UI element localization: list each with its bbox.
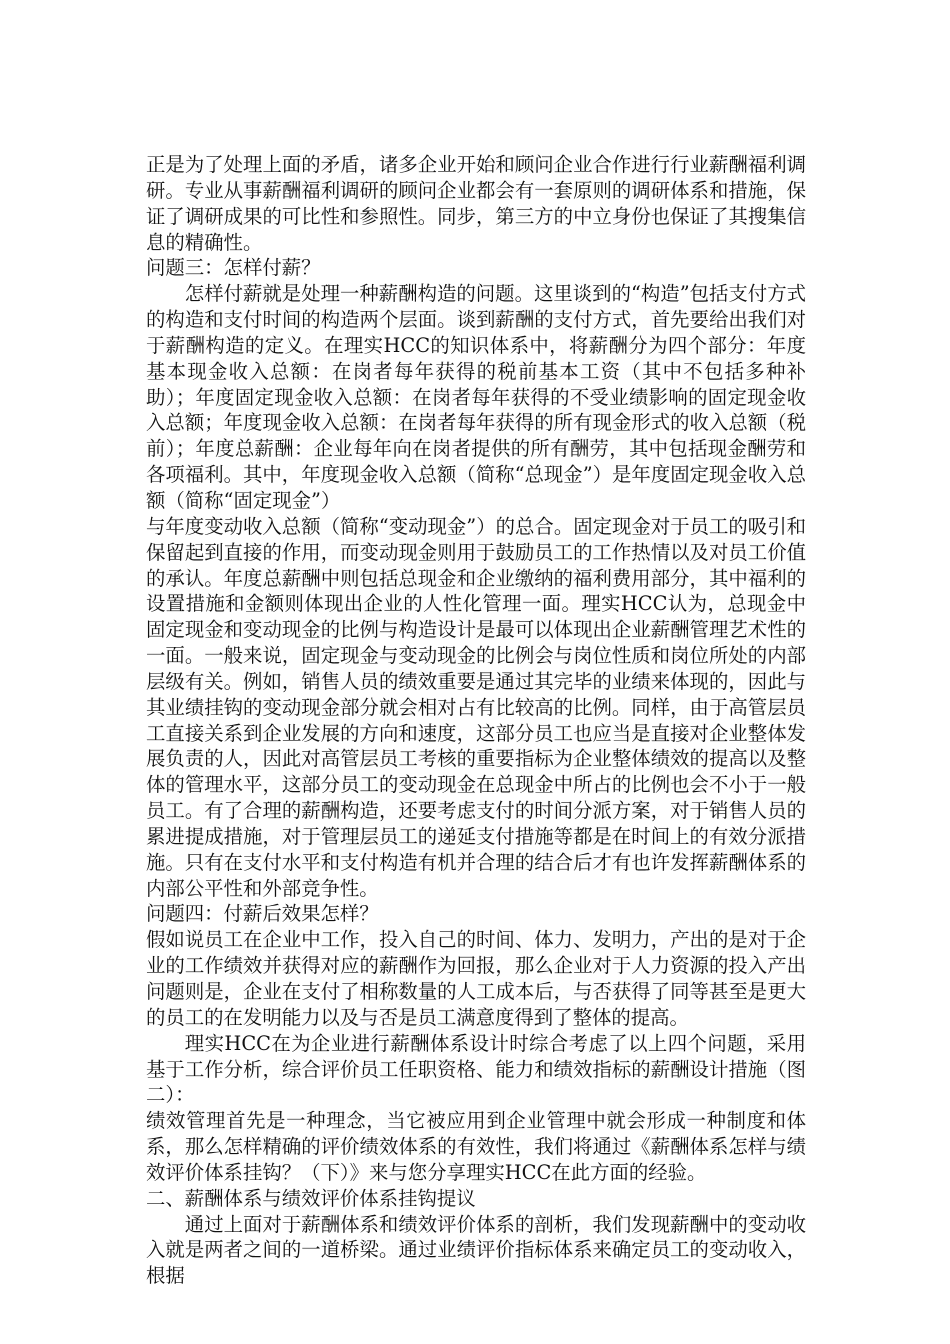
paragraph-pay-effect: 假如说员工在企业中工作，投入自己的时间、体力、发明力，产出的是对于企业的工作绩效并获得对应的薪酬作为回报，那么企业对于人力资源的投入产出问题则是，企业在支付了相称数量的人工成本后，与否获得了同等甚至是更大的员工的在发明能力以及与否是员工满意度得到了整体的提高。 — [146, 928, 806, 1029]
paragraph-survey-intro: 正是为了处理上面的矛盾，诸多企业开始和顾问企业合作进行行业薪酬福利调研。专业从事薪酬福利调研的顾问企业都会有一套原则的调研体系和措施，保证了调研成果的可比性和参照性。同步，第三方的中立身份也保证了其搜集信息的精确性。 — [146, 153, 806, 254]
paragraph-bridge: 通过上面对于薪酬体系和绩效评价体系的剖析，我们发现薪酬中的变动收入就是两者之间的一道桥梁。通过业绩评价指标体系来确定员工的变动收入，根据 — [146, 1212, 806, 1288]
paragraph-performance-management: 绩效管理首先是一种理念，当它被应用到企业管理中就会形成一种制度和体系，那么怎样精确的评价绩效体系的有效性，我们将通过《薪酬体系怎样与绩效评价体系挂钩？（下）》来与您分享理实HCC在此方面的经验。 — [146, 1109, 806, 1184]
question-four-heading: 问题四：付薪后效果怎样？ — [146, 902, 379, 926]
document-body — [146, 152, 806, 1289]
paragraph-cash-ratio: 与年度变动收入总额（简称“变动现金”）的总合。固定现金对于员工的吸引和保留起到直接的作用，而变动现金则用于鼓励员工的工作热情以及对员工价值的承认。年度总薪酬中则包括总现金和企业缴纳的福利费用部分，其中福利的设置措施和金额则体现出企业的人性化管理一面。理实HCC认为，总现金中固定现金和变动现金的比例与构造设计是最可以体现出企业薪酬管理艺术性的一面。一般来说，固定现金与变动现金的比例会与岗位性质和岗位所处的内部层级有关。例如，销售人员的绩效重要是通过其完毕的业绩来体现的，因此与其业绩挂钩的变动现金部分就会相对占有比较高的比例。同样，由于高管层员工直接关系到企业发展的方向和速度，这部分员工也应当是直接对企业整体发展负责的人，因此对高管层员工考核的重要指标为企业整体绩效的提高以及整体的管理水平，这部分员工的变动现金在总现金中所占的比例也会不小于一般员工。有了合理的薪酬构造，还要考虑支付的时间分派方案，对于销售人员的累进提成措施，对于管理层员工的递延支付措施等都是在时间上的有效分派措施。只有在支付水平和支付构造有机并合理的结合后才有也许发挥薪酬体系的内部公平性和外部竞争性。 — [146, 514, 806, 900]
paragraph-hcc-design: 理实HCC在为企业进行薪酬体系设计时综合考虑了以上四个问题，采用基于工作分析，综合评价员工任职资格、能力和绩效指标的薪酬设计措施（图二）： — [146, 1031, 806, 1107]
question-three-heading: 问题三：怎样付薪？ — [146, 256, 321, 280]
section-two-heading: 二、薪酬体系与绩效评价体系挂钩提议 — [146, 1186, 476, 1210]
paragraph-pay-structure: 怎样付薪就是处理一种薪酬构造的问题。这里谈到的“构造”包括支付方式的构造和支付时间的构造两个层面。谈到薪酬的支付方式，首先要给出我们对于薪酬构造的定义。在理实HCC的知识体系中，将薪酬分为四个部分：年度基本现金收入总额：在岗者每年获得的税前基本工资（其中不包括多种补助）；年度固定现金收入总额：在岗者每年获得的不受业绩影响的固定现金收入总额；年度现金收入总额：在岗者每年获得的所有现金形式的收入总额（税前）；年度总薪酬：企业每年向在岗者提供的所有酬劳，其中包括现金酬劳和各项福利。其中，年度现金收入总额（简称“总现金”）是年度固定现金收入总额（简称“固定现金”） — [146, 282, 806, 512]
